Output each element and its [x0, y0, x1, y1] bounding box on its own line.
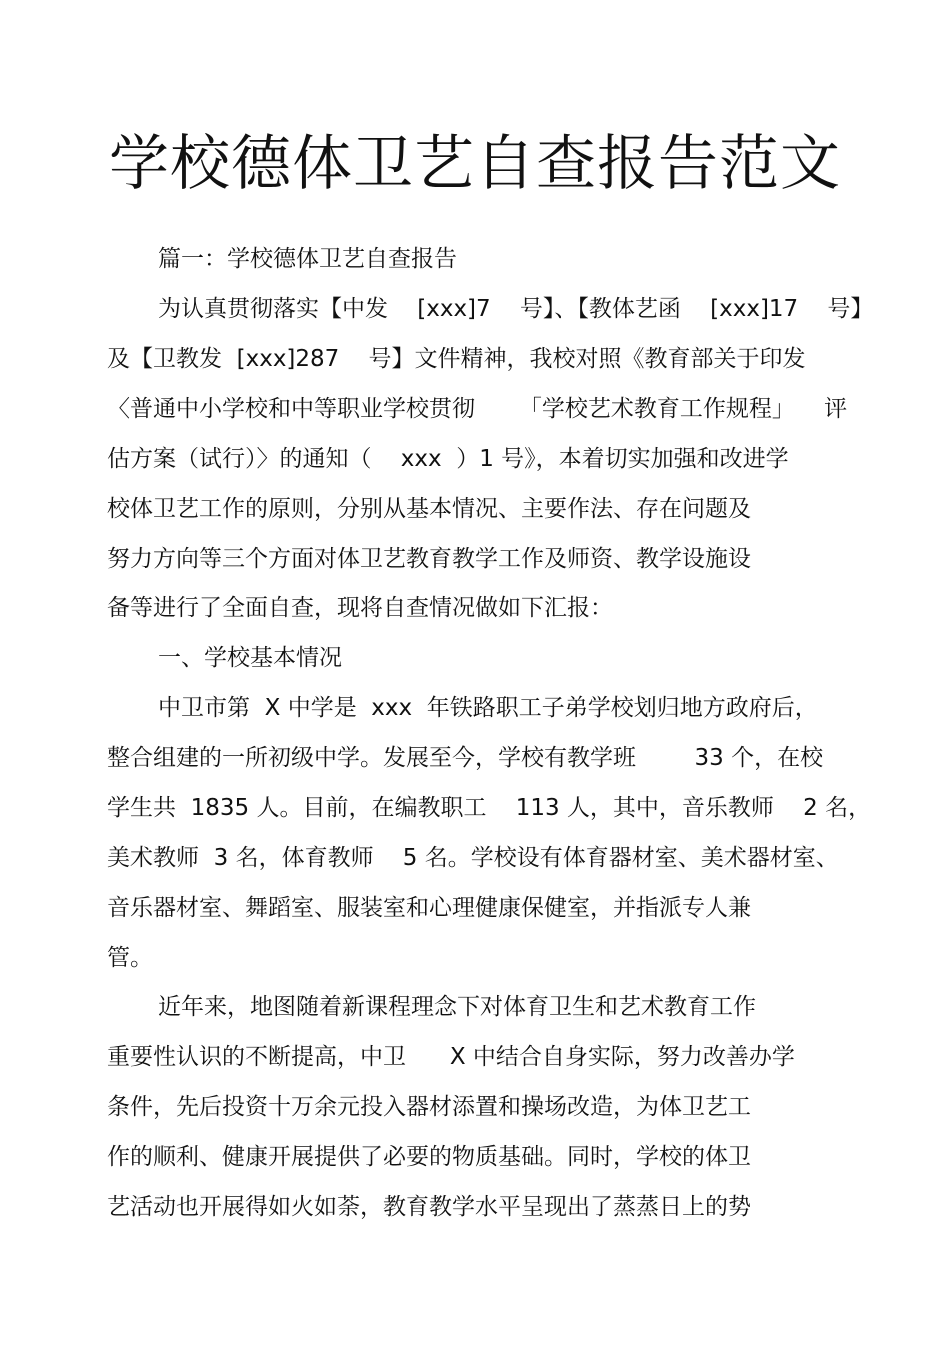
paragraph-line: 条件，先后投资十万余元投入器材添置和操场改造，为体卫艺工 — [107, 1094, 751, 1120]
paragraph-line: 学生共 1835 人。目前，在编教职工 113 人，其中，音乐教师 2 名， — [107, 795, 872, 821]
paragraph-line: 音乐器材室、舞蹈室、服装室和心理健康保健室，并指派专人兼 — [107, 895, 751, 921]
paragraph-line: 管。 — [107, 945, 153, 971]
paragraph-line: 为认真贯彻落实【中发 [xxx]7 号】、【教体艺函 [xxx]17 号】 — [158, 296, 874, 322]
document-title: 学校德体卫艺自查报告范文 — [109, 129, 841, 199]
paragraph-line: 中卫市第 X 中学是 xxx 年铁路职工子弟学校划归地方政府后， — [158, 695, 818, 721]
paragraph-line: 近年来，地图随着新课程理念下对体育卫生和艺术教育工作 — [158, 994, 756, 1020]
paragraph-line: 备等进行了全面自查，现将自查情况做如下汇报： — [107, 595, 613, 621]
paragraph-line: 校体卫艺工作的原则，分别从基本情况、主要作法、存在问题及 — [107, 496, 751, 522]
paragraph-line: 重要性认识的不断提高，中卫 X 中结合自身实际，努力改善办学 — [107, 1044, 795, 1070]
paragraph-line: 努力方向等三个方面对体卫艺教育教学工作及师资、教学设施设 — [107, 546, 751, 572]
paragraph-line: 美术教师 3 名，体育教师 5 名。学校设有体育器材室、美术器材室、 — [107, 845, 839, 871]
paragraph-line: 艺活动也开展得如火如荼，教育教学水平呈现出了蒸蒸日上的势 — [107, 1194, 751, 1220]
section-heading-2: 一、学校基本情况 — [158, 645, 342, 671]
paragraph-line: 及【卫教发 [xxx]287 号】文件精神，我校对照《教育部关于印发 — [107, 346, 806, 372]
paragraph-line: 整合组建的一所初级中学。发展至今，学校有教学班 33 个，在校 — [107, 745, 824, 771]
paragraph-line: 估方案（试行）〉的通知（ xxx ）1 号》，本着切实加强和改进学 — [107, 446, 789, 472]
paragraph-line: 作的顺利、健康开展提供了必要的物质基础。同时，学校的体卫 — [107, 1144, 751, 1170]
section-heading-1: 篇一：学校德体卫艺自查报告 — [158, 246, 457, 272]
paragraph-line: 〈普通中小学校和中等职业学校贯彻 「学校艺术教育工作规程」 评 — [107, 396, 848, 422]
